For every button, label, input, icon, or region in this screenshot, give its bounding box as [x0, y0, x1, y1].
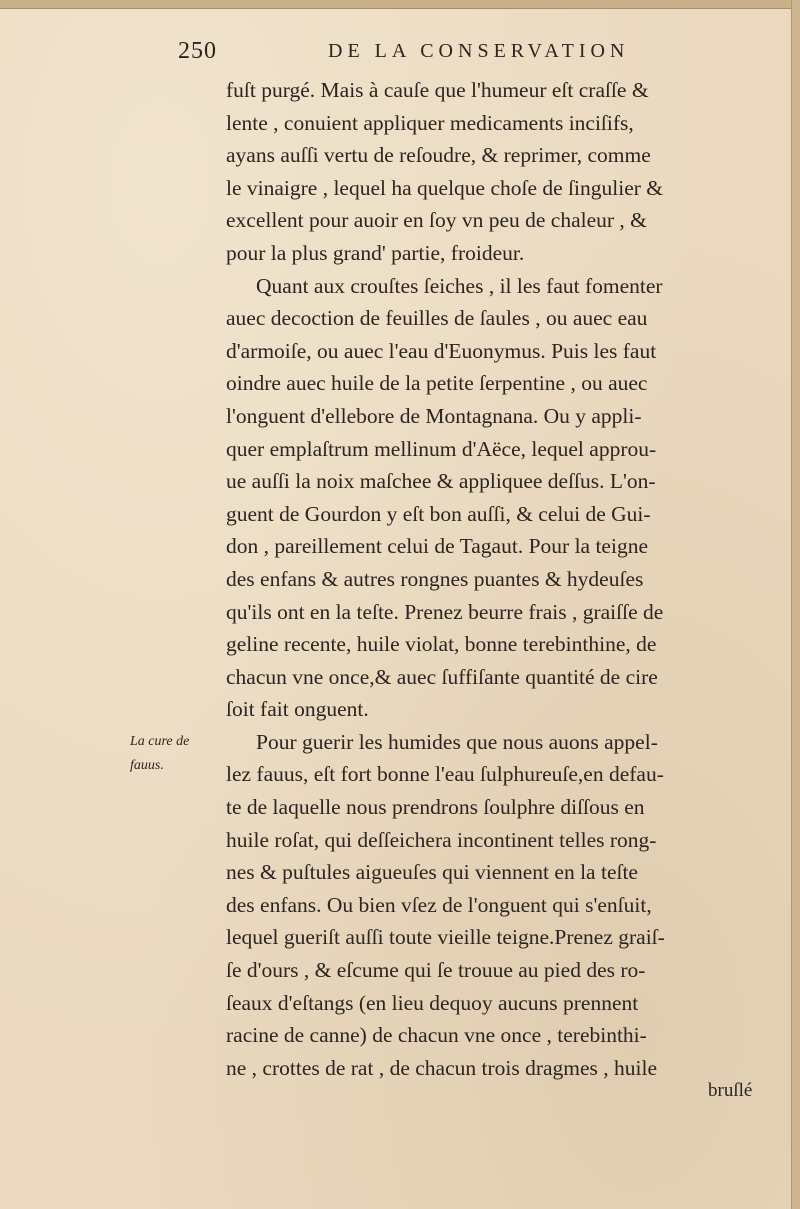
catchword: bruſlé	[708, 1080, 753, 1101]
page-right-edge	[791, 0, 800, 1209]
margin-note	[130, 730, 220, 778]
header-title: DE LA CONSERVATION	[328, 40, 630, 62]
text-line: d'armoiſe, ou auec l'eau d'Euonymus. Puis les faut	[226, 338, 657, 363]
text-line: ue auſſi la noix maſchee & appliquee deſſus. L'on-	[226, 469, 656, 494]
text-line: geline recente, huile violat, bonne terebinthine, de	[226, 632, 657, 657]
text-line: des enfans & autres rongnes puantes & hydeuſes	[226, 566, 644, 591]
text-line: ſeaux d'eſtangs (en lieu dequoy aucuns prennent	[226, 990, 639, 1015]
text-line: le vinaigre , lequel ha quelque choſe de ſingulier &	[226, 175, 664, 200]
text-line: te de laquelle nous prendrons ſoulphre diſſous en	[226, 795, 645, 820]
margin-note-line: fauus.	[130, 758, 164, 773]
text-line: lez fauus, eſt fort bonne l'eau ſulphureuſe,en defau-	[226, 762, 664, 787]
text-line: don , pareillement celui de Tagaut. Pour la teigne	[226, 534, 648, 559]
text-line: ſe d'ours , & eſcume qui ſe trouue au pied des ro-	[226, 958, 646, 983]
text-line: ſoit fait onguent.	[226, 697, 369, 722]
text-line: lente , conuient appliquer medicaments inciſifs,	[226, 110, 634, 135]
text-line: racine de canne) de chacun vne once , terebinthi-	[226, 1023, 647, 1048]
running-head	[178, 38, 738, 68]
text-line: oindre auec huile de la petite ſerpentine , ou auec	[226, 371, 648, 396]
text-line: Pour guerir les humides que nous auons appel-	[256, 729, 658, 754]
text-line: Quant aux crouſtes ſeiches , il les faut fomenter	[256, 273, 663, 298]
text-line: huile roſat, qui deſſeichera incontinent telles rong-	[226, 827, 657, 852]
text-line: guent de Gourdon y eſt bon auſſi, & celui de Gui-	[226, 501, 651, 526]
text-line: excellent pour auoir en ſoy vn peu de chaleur , &	[226, 208, 647, 233]
text-line: des enfans. Ou bien vſez de l'onguent qui s'enſuit,	[226, 892, 652, 917]
text-line: chacun vne once,& auec ſuffiſante quantité de cire	[226, 664, 658, 689]
body-text	[226, 74, 756, 1084]
text-line: l'onguent d'ellebore de Montagnana. Ou y appli-	[226, 403, 642, 428]
page-number: 250	[178, 38, 217, 64]
page-top-edge	[0, 0, 800, 9]
text-line: fuſt purgé. Mais à cauſe que l'humeur eſt craſſe &	[226, 78, 649, 102]
text-line: lequel gueriſt auſſi toute vieille teigne.Prenez graiſ-	[226, 925, 665, 950]
text-line: qu'ils ont en la teſte. Prenez beurre frais , graiſſe de	[226, 599, 664, 624]
margin-note-line: La cure de	[130, 734, 190, 749]
text-line: nes & puſtules aigueuſes qui viennent en la teſte	[226, 860, 638, 885]
text-line: auec decoction de feuilles de ſaules , ou auec eau	[226, 306, 648, 331]
text-line: pour la plus grand' partie, froideur.	[226, 240, 525, 265]
text-line: ne , crottes de rat , de chacun trois dragmes , huile	[226, 1055, 658, 1080]
text-line: quer emplaſtrum mellinum d'Aëce, lequel approu-	[226, 436, 657, 461]
text-line: ayans auſſi vertu de reſoudre, & reprimer, comme	[226, 143, 651, 168]
